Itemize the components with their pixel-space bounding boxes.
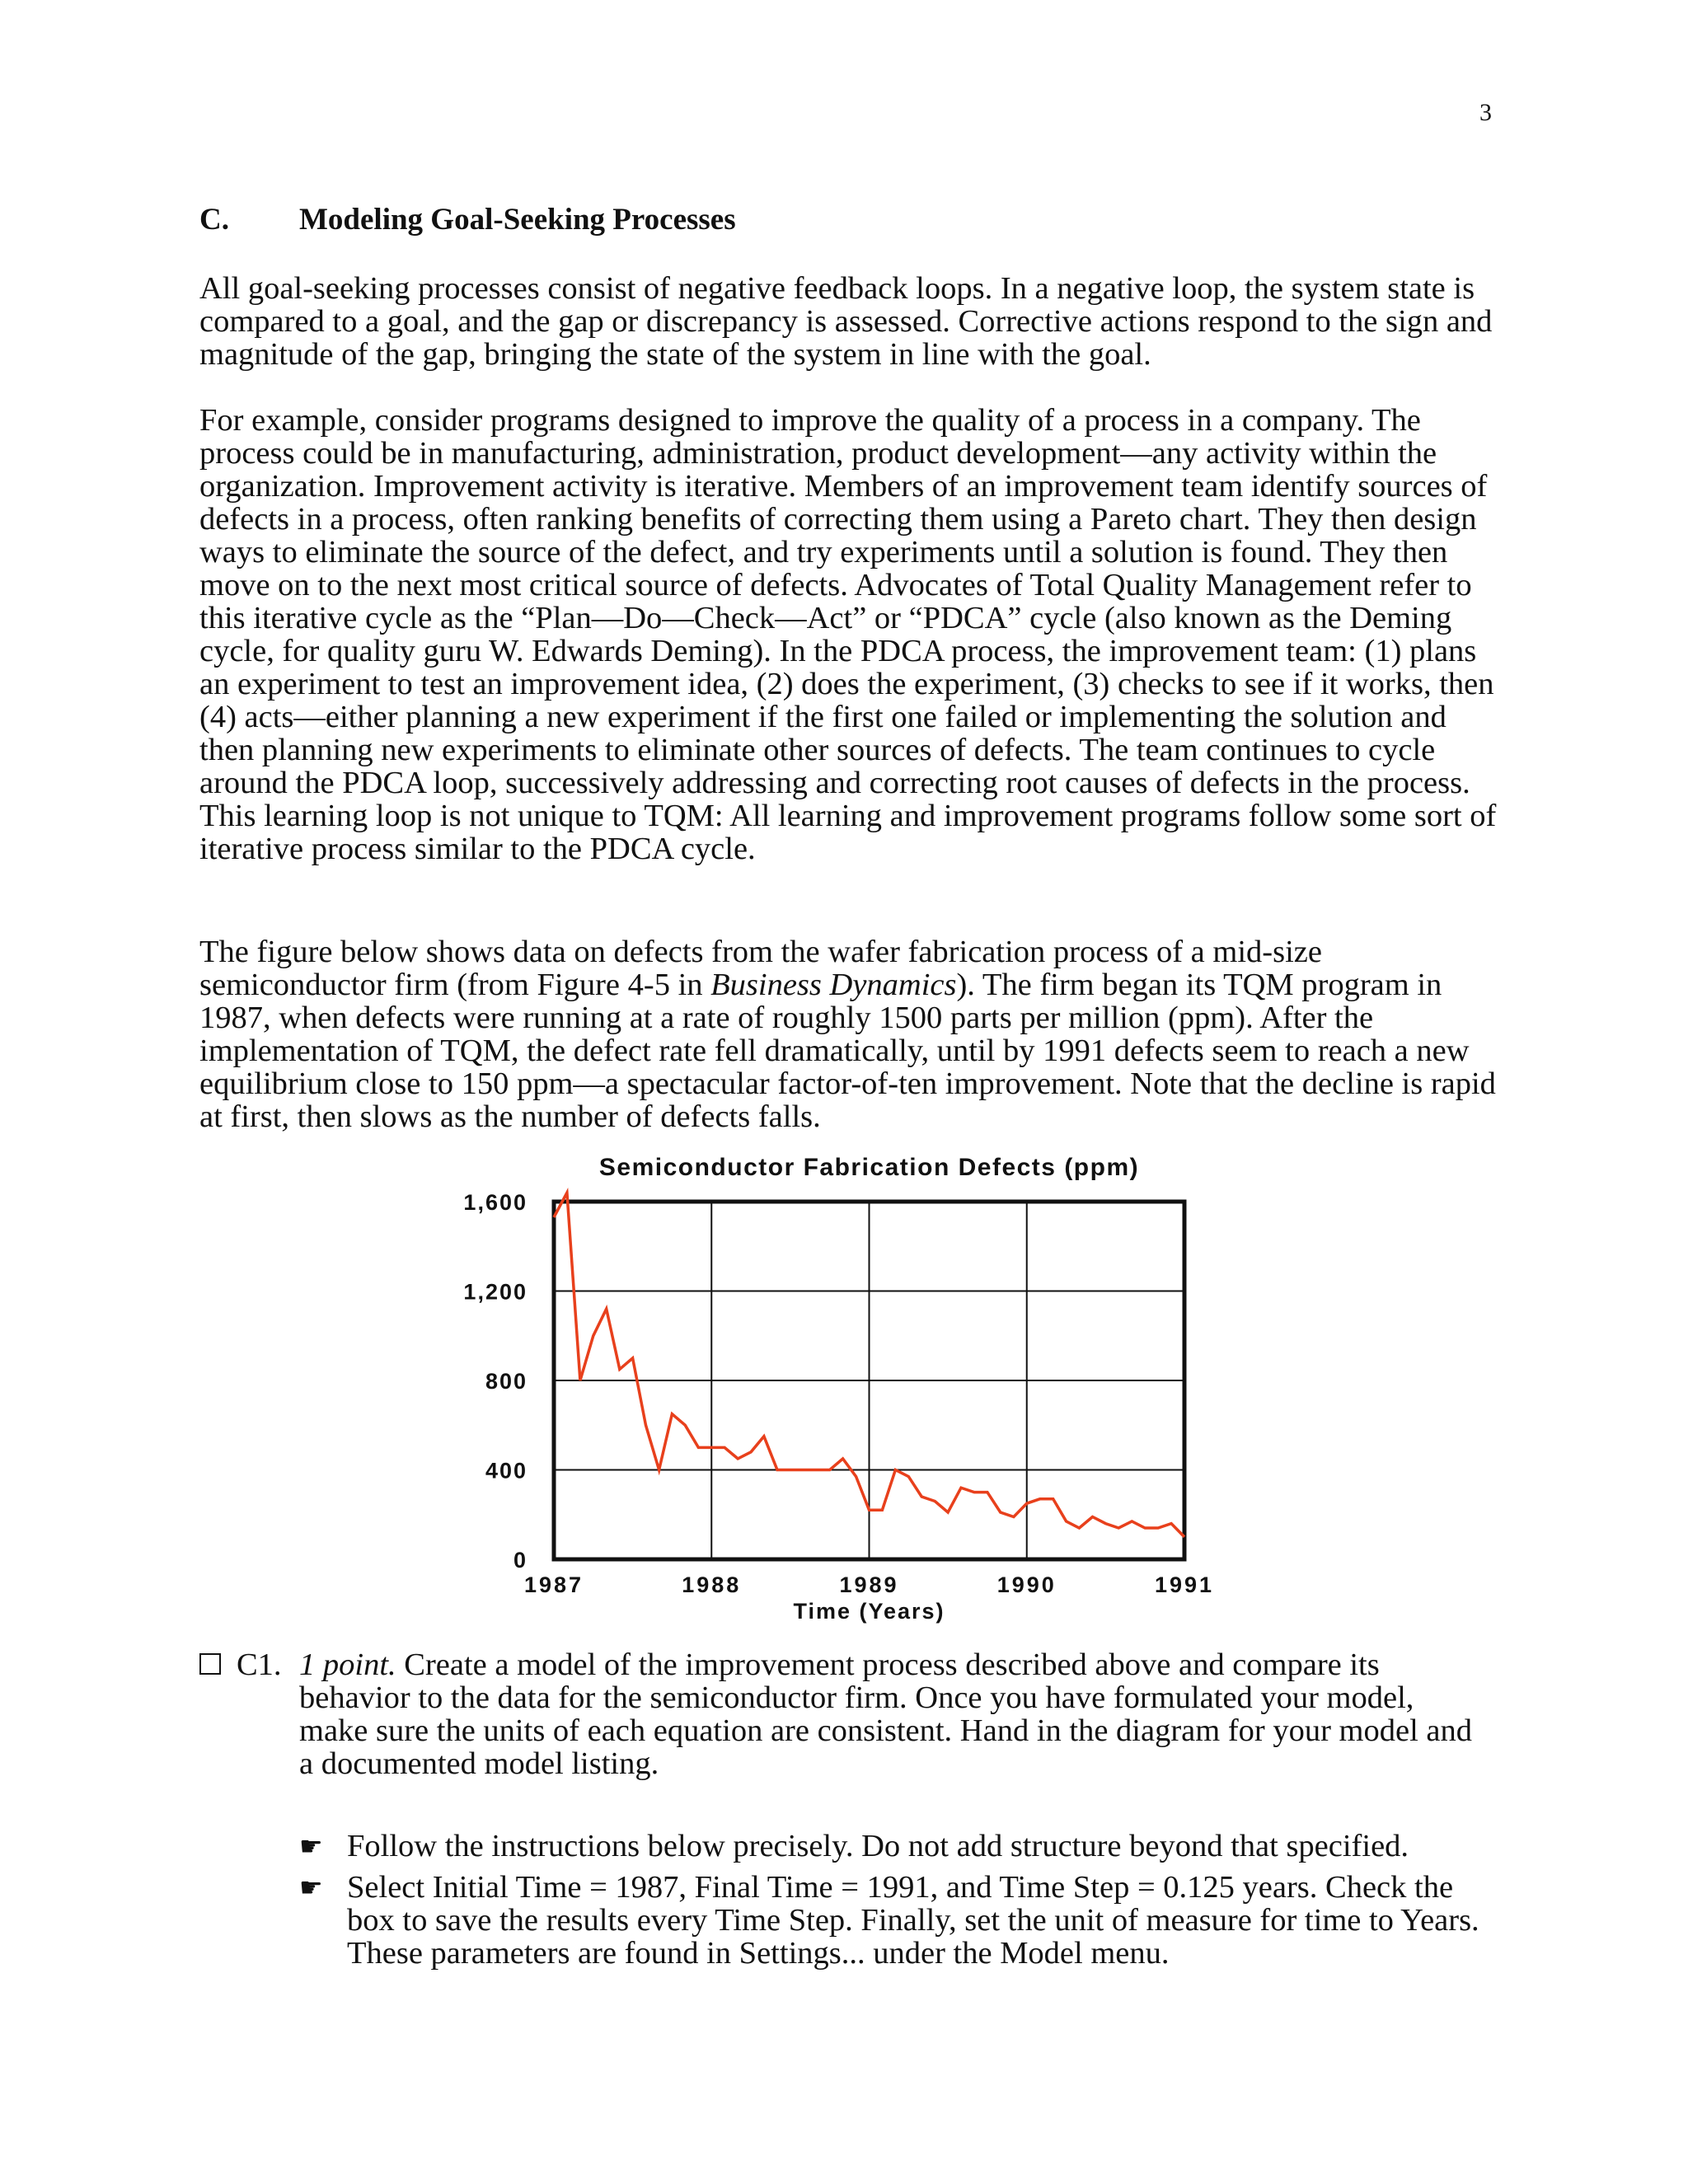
x-tick-label: 1990 [996, 1572, 1057, 1597]
x-tick-label: 1989 [839, 1572, 899, 1597]
list-item [299, 1871, 1494, 1970]
question-label: C1. [237, 1647, 282, 1682]
section-heading [199, 202, 736, 237]
x-axis-label: Time (Years) [793, 1599, 945, 1624]
question-body [299, 1648, 1485, 1780]
page-number: 3 [1479, 99, 1492, 126]
y-tick-label: 1,600 [463, 1190, 528, 1215]
question-c1 [199, 1648, 1485, 1780]
paragraph-goal-seeking: All goal-seeking processes consist of negative feedback loops. In a negative loop, the system state is compared to a goal, and the gap or discrepancy is assessed. Corrective actions respond to the sign and magnitude of the gap, bringing the state of the system in line with the goal. [199, 271, 1493, 372]
paragraph-text: ). The firm began its TQM program in 1987, when defects were running at a rate of roughly 1500 parts per million (ppm). After the implementation of TQM, the defect rate fell dramatically, until by 1991 defects seem to reach a new equilibrium close to 150 ppm—a spectacular factor-of-ten improvement. Note that the decline is rapid at first, then slows as the number of defects falls. [199, 968, 1496, 1134]
section-number: C. [199, 203, 229, 237]
pointing-hand-icon: ☛ [299, 1872, 323, 1903]
pointing-hand-icon: ☛ [299, 1830, 323, 1862]
list-item-text: Select Initial Time = 1987, Final Time = 1991, and Time Step = 0.125 years. Check the box to save the results every Time Step. Finally, set the unit of measure for time to Years. These parameters are found in Settings... under the Model menu. [347, 1870, 1479, 1971]
x-tick-label: 1991 [1154, 1572, 1215, 1597]
paragraph-pdca-example: For example, consider programs designed to improve the quality of a process in a company. The process could be in manufacturing, administration, product development—any activity within the organization. Improvement activity is iterative. Members of an improvement team identify sources of defects in a process, often ranking benefits of correcting them using a Pareto chart. They then design ways to eliminate the source of the defect, and try experiments until a solution is found. They then move on to the next most critical source of defects. Advocates of Total Quality Management refer to this iterative cycle as the “Plan—Do—Check—Act” or “PDCA” cycle (also known as the Deming cycle, for quality guru W. Edwards Deming). In the PDCA process, the improvement team: (1) plans an experiment to test an improvement idea, (2) does the experiment, (3) checks to see if it works, then (4) acts—either planning a new experiment if the first one failed or implementing the solution and then planning new experiments to eliminate other sources of defects. The team continues to cycle around the PDCA loop, successively addressing and correcting root causes of defects in the process. This learning loop is not unique to TQM: All learning and improvement programs follow some sort of iterative process similar to the PDCA cycle. [199, 403, 1497, 866]
x-tick-label: 1987 [523, 1572, 584, 1597]
question-points: 1 point. [299, 1647, 396, 1682]
list-item-text: Follow the instructions below precisely. Do not add structure beyond that specified. [347, 1829, 1409, 1863]
paragraph-figure-description [199, 935, 1506, 1133]
instruction-list [299, 1830, 1494, 1978]
paragraph-text: The figure below shows data on defects from the wafer fabrication process of a mid-size semiconductor firm (from Figure 4-5 in [199, 935, 1322, 1002]
book-title: Business Dynamics [710, 968, 957, 1002]
defects-series-line [554, 1193, 1184, 1537]
y-tick-label: 0 [513, 1548, 528, 1572]
chart-title: Semiconductor Fabrication Defects (ppm) [598, 1154, 1140, 1181]
plot-frame [554, 1202, 1184, 1559]
question-text: Create a model of the improvement process described above and compare its behavior to the data for the semiconductor firm. Once you have formulated your model, make sure the units of each equation are consistent. Hand in the diagram for your model and a documented model listing. [299, 1647, 1472, 1781]
y-tick-label: 800 [485, 1369, 528, 1394]
y-tick-label: 400 [485, 1458, 528, 1483]
checkbox-icon[interactable] [199, 1653, 221, 1675]
y-tick-label: 1,200 [463, 1279, 528, 1305]
section-title: Modeling Goal-Seeking Processes [299, 203, 736, 237]
x-tick-label: 1988 [682, 1572, 742, 1597]
list-item [299, 1830, 1494, 1863]
